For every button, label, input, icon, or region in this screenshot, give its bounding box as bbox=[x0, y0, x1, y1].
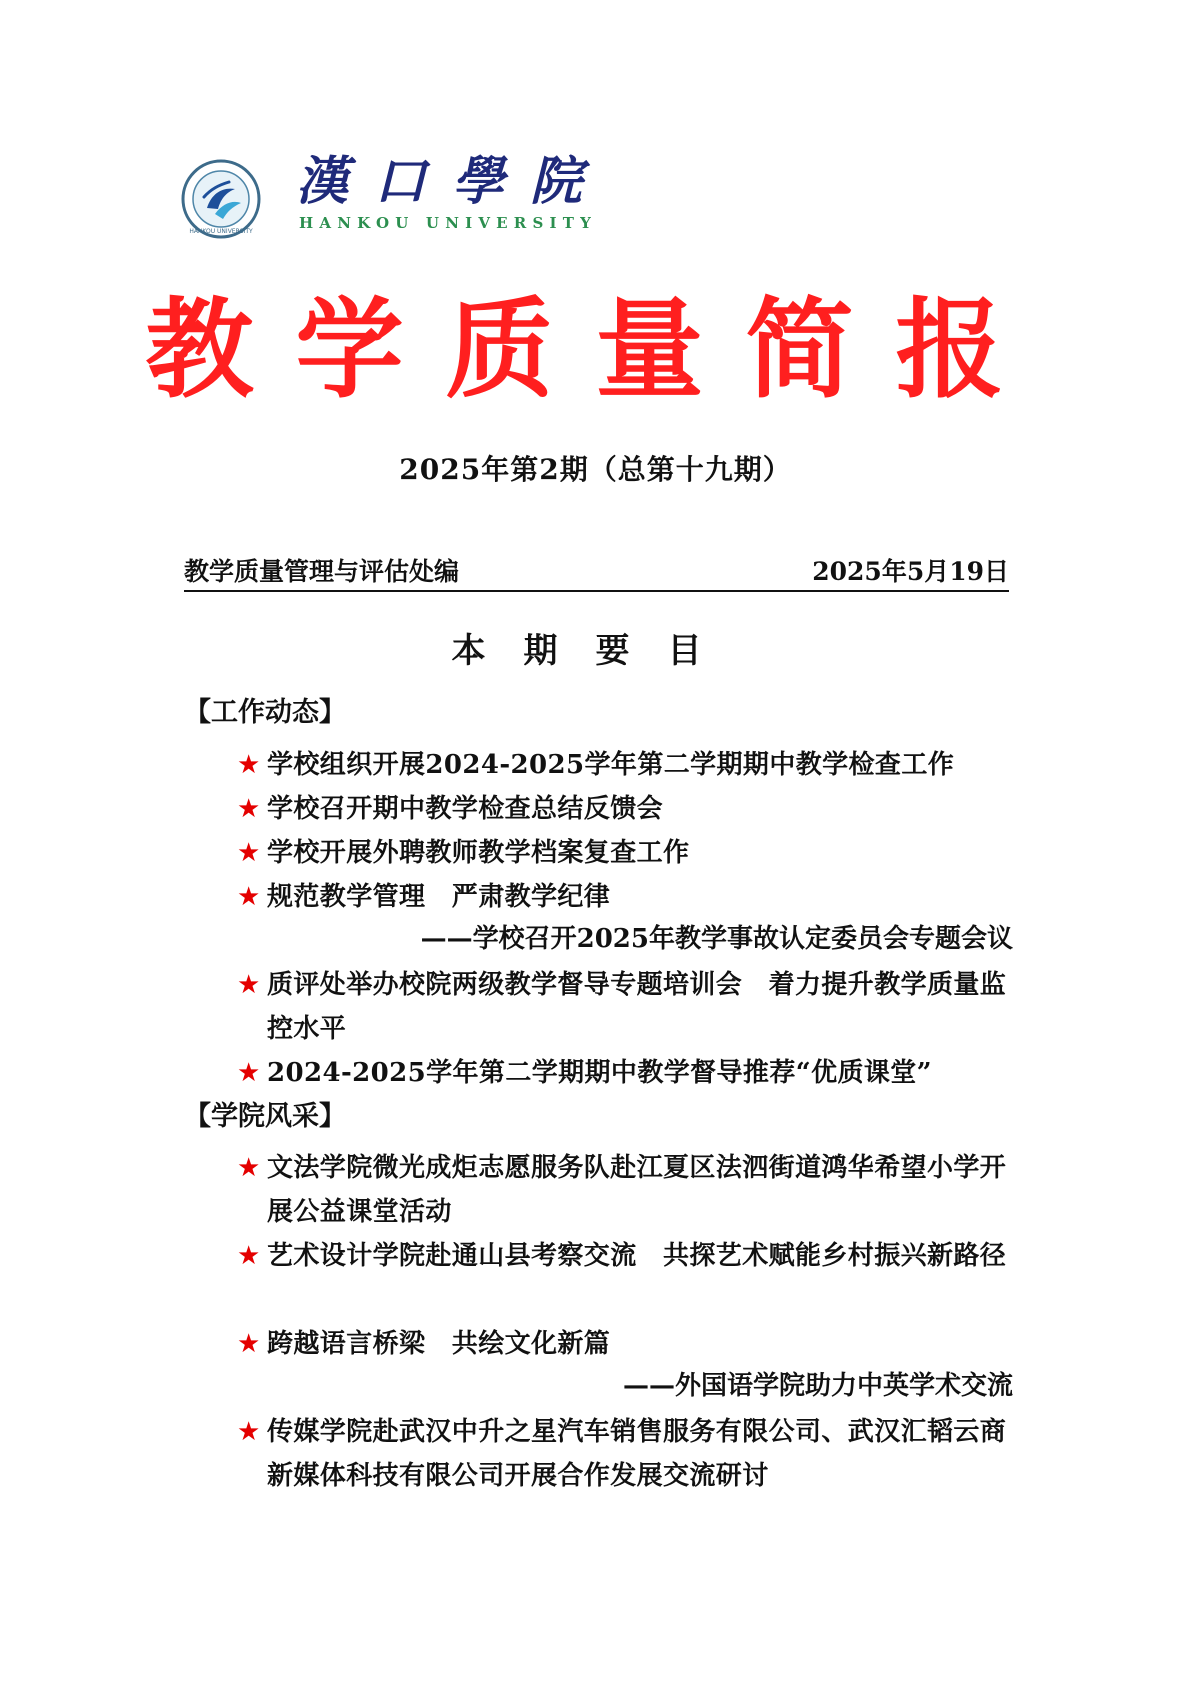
list-item-text: 学校开展外聘教师教学档案复查工作 bbox=[267, 838, 690, 868]
publication-date: 2025年5月19日 bbox=[812, 557, 1009, 586]
list-item bbox=[237, 831, 1019, 875]
red-star-icon: ★ bbox=[237, 750, 261, 780]
newsletter-title: 教学质量简报 bbox=[145, 287, 1046, 413]
list-item-text: 学校召开期中教学检查总结反馈会 bbox=[267, 794, 664, 824]
red-star-icon: ★ bbox=[237, 1417, 261, 1447]
list-item bbox=[237, 1234, 1019, 1278]
item-subtitle: ——外国语学院助力中英学术交流 bbox=[622, 1371, 1013, 1401]
list-item-text: 2024-2025学年第二学期期中教学督导推荐“优质课堂” bbox=[267, 1058, 933, 1088]
red-star-icon: ★ bbox=[237, 1153, 261, 1183]
school-name-cn: 漢口學院 bbox=[296, 151, 609, 212]
publication-info-row bbox=[184, 556, 1009, 592]
list-item-text: 文法学院微光成炬志愿服务队赴江夏区法泗街道鸿华希望小学开展公益课堂活动 bbox=[267, 1153, 1007, 1227]
list-item-text: 质评处举办校院两级教学督导专题培训会 着力提升教学质量监控水平 bbox=[267, 970, 1007, 1044]
list-item bbox=[237, 963, 1019, 1051]
list-item-text: 传媒学院赴武汉中升之星汽车销售服务有限公司、武汉汇韬云商新媒体科技有限公司开展合作发展交流研讨 bbox=[267, 1417, 1007, 1491]
emblem-lettering: HANKOU UNIVERSITY bbox=[189, 228, 253, 235]
red-star-icon: ★ bbox=[237, 882, 261, 912]
list-item bbox=[237, 1146, 1019, 1234]
list-item bbox=[237, 1410, 1019, 1498]
section-heading-college-showcase: 【学院风采】 bbox=[184, 1101, 346, 1132]
list-item-text: 学校组织开展2024-2025学年第二学期期中教学检查工作 bbox=[267, 750, 955, 780]
red-star-icon: ★ bbox=[237, 970, 261, 1000]
school-name-en: HANKOU UNIVERSITY bbox=[299, 214, 597, 232]
contents-title: 本期要目 bbox=[451, 631, 740, 671]
university-emblem-icon bbox=[180, 158, 262, 240]
red-star-icon: ★ bbox=[237, 1241, 261, 1271]
list-item bbox=[237, 743, 1019, 787]
editor-office: 教学质量管理与评估处编 bbox=[184, 557, 460, 586]
list-item bbox=[237, 1322, 1019, 1366]
red-star-icon: ★ bbox=[237, 1329, 261, 1359]
red-star-icon: ★ bbox=[237, 1058, 261, 1088]
issue-number: 2025年第2期（总第十九期） bbox=[399, 453, 792, 486]
list-item bbox=[237, 787, 1019, 831]
list-item-text: 艺术设计学院赴通山县考察交流 共探艺术赋能乡村振兴新路径 bbox=[267, 1241, 1007, 1271]
list-item-text: 规范教学管理 严肃教学纪律 bbox=[267, 882, 611, 912]
university-wordmark bbox=[296, 152, 636, 238]
item-subtitle: ——学校召开2025年教学事故认定委员会专题会议 bbox=[420, 924, 1013, 954]
red-star-icon: ★ bbox=[237, 838, 261, 868]
red-star-icon: ★ bbox=[237, 794, 261, 824]
section-heading-work-news: 【工作动态】 bbox=[184, 697, 346, 728]
school-header bbox=[180, 150, 680, 240]
list-item bbox=[237, 1051, 1019, 1095]
list-item bbox=[237, 875, 1019, 919]
list-item-text: 跨越语言桥梁 共绘文化新篇 bbox=[267, 1329, 611, 1359]
